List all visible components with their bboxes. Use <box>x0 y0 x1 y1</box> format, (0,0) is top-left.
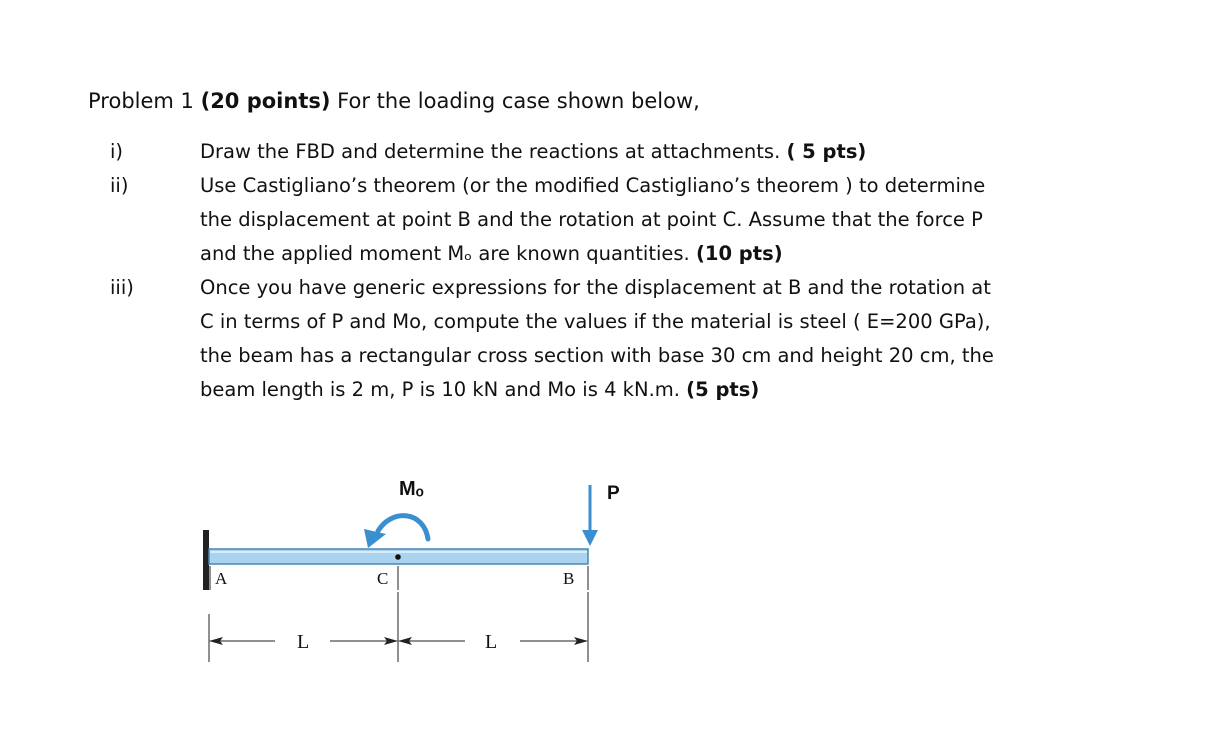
point-c-label: C <box>377 569 389 588</box>
moment-arrow-icon <box>378 516 428 539</box>
item-line: Draw the FBD and determine the reactions at attachments. ( 5 pts) <box>200 140 867 163</box>
item-points: (5 pts) <box>686 378 760 401</box>
length-label-2: L <box>485 631 498 653</box>
problem-intro: For the loading case shown below, <box>337 89 700 113</box>
point-a-label: A <box>215 569 228 588</box>
item-line: the displacement at point B and the rotation at point C. Assume that the force P <box>200 208 983 231</box>
point-c-marker <box>395 554 401 560</box>
point-b-label: B <box>563 569 575 588</box>
item-line: Once you have generic expressions for the displacement at B and the rotation at <box>200 276 991 299</box>
item-line: beam length is 2 m, P is 10 kN and Mo is 4 kN.m. (5 pts) <box>200 378 760 401</box>
length-label-1: L <box>297 631 310 653</box>
fixed-support-wall <box>203 530 209 590</box>
force-arrowhead-icon <box>582 530 598 546</box>
item-points: ( 5 pts) <box>786 140 867 163</box>
item-points: (10 pts) <box>695 242 783 265</box>
force-label: P <box>607 483 620 504</box>
item-number: ii) <box>110 174 129 197</box>
item-line: and the applied moment Mₒ are known quantities. (10 pts) <box>200 242 783 265</box>
item-line: the beam has a rectangular cross section with base 30 cm and height 20 cm, the <box>200 344 994 367</box>
item-number: iii) <box>110 276 134 299</box>
item-line: C in terms of P and Mo, compute the values if the material is steel ( E=200 GPa), <box>200 310 991 333</box>
moment-arrowhead-icon <box>364 529 386 548</box>
item-number: i) <box>110 140 124 163</box>
item-line: Use Castigliano’s theorem (or the modified Castigliano’s theorem ) to determine <box>200 174 986 197</box>
problem-label: Problem 1 <box>88 89 194 113</box>
problem-points: (20 points) <box>200 89 331 113</box>
moment-label: Mₒ <box>399 478 424 500</box>
